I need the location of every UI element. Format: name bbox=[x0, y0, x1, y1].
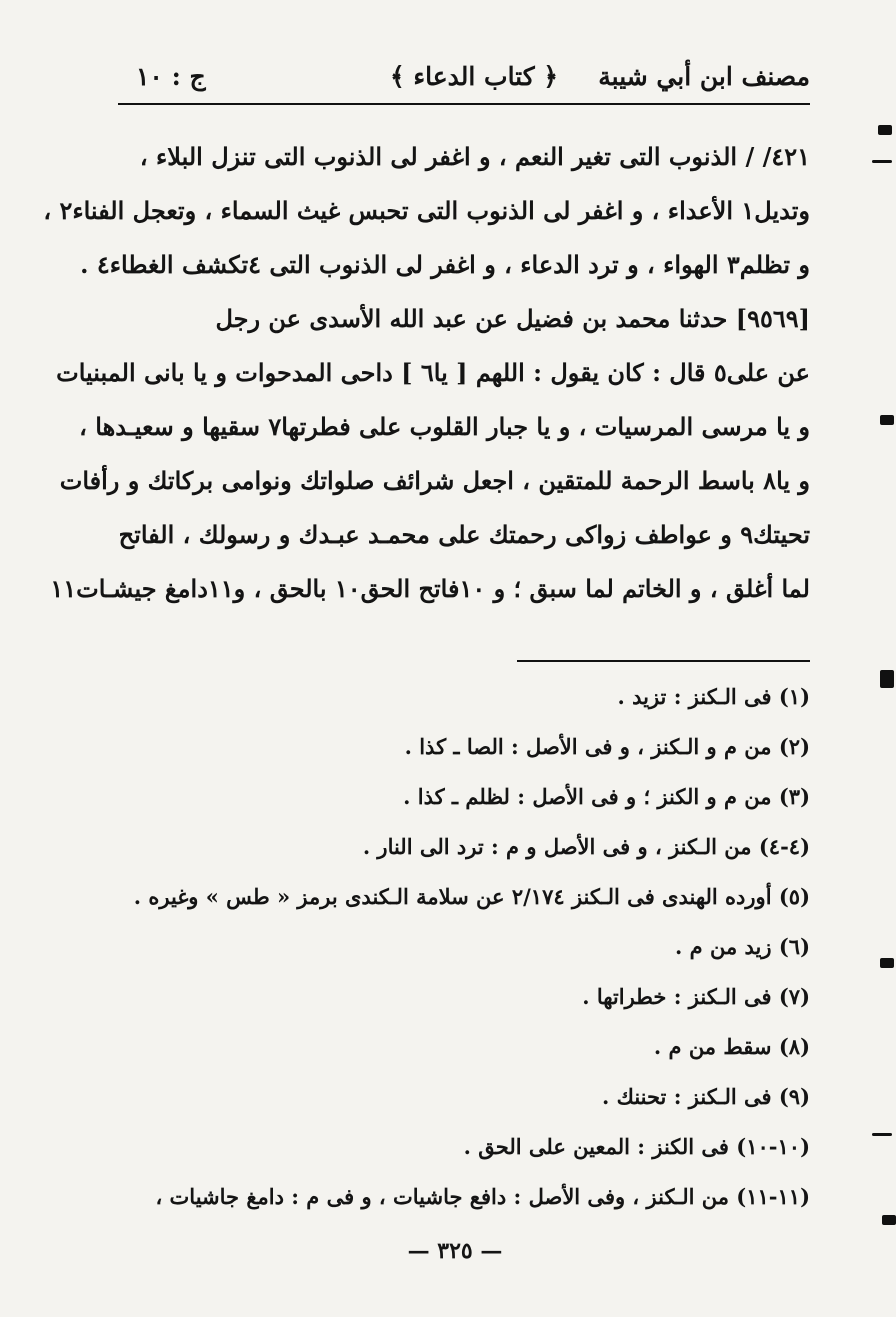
book-section-title: ﴿ كتاب الدعاء ﴾ bbox=[390, 62, 558, 91]
footnote: (١) فى الـكنز : تزيد . bbox=[617, 684, 810, 709]
footnote: (١١-١١) من الـكنز ، وفى الأصل : دافع جاشيات ، و فى م : دامغ جاشيات ، bbox=[155, 1184, 810, 1209]
footnote: (٧) فى الـكنز : خطراتها . bbox=[582, 984, 810, 1009]
page-number: — ٣٢٥ — bbox=[407, 1238, 503, 1264]
text-line: و يا٨ باسط الرحمة للمتقين ، اجعل شرائف صلواتك ونوامى بركاتك و رأفات bbox=[59, 466, 810, 495]
footnote: (٥) أورده الهندى فى الـكنز ٢/١٧٤ عن سلامة الـكندى برمز « طس » وغيره . bbox=[133, 884, 810, 909]
binding-mark bbox=[878, 125, 892, 135]
binding-mark bbox=[880, 958, 894, 968]
footnote: (٣) من م و الكنز ؛ و فى الأصل : لظلم ـ كذا . bbox=[403, 784, 810, 809]
footnote: (٩) فى الـكنز : تحننك . bbox=[602, 1084, 810, 1109]
binding-mark bbox=[880, 670, 894, 688]
volume-number: ج : ١٠ bbox=[136, 62, 206, 91]
text-line: تحيتك٩ و عواطف زواكى رحمتك على محمـد عبـدك و رسولك ، الفاتح bbox=[118, 520, 810, 549]
header-rule bbox=[118, 103, 810, 105]
footnote: (١٠-١٠) فى الكنز : المعين على الحق . bbox=[463, 1134, 810, 1159]
footnote: (٤-٤) من الـكنز ، و فى الأصل و م : ترد الى النار . bbox=[362, 834, 810, 859]
text-line: وتديل١ الأعداء ، و اغفر لى الذنوب التى تحبس غيث السماء ، وتعجل الفناء٢ ، bbox=[43, 196, 810, 225]
running-header bbox=[118, 56, 810, 104]
text-line: عن على٥ قال : كان يقول : اللهم [ يا٦ ] داحى المدحوات و يا بانى المبنيات bbox=[56, 358, 810, 387]
work-title: مصنف ابن أبي شيبة bbox=[598, 62, 810, 91]
footnotes-block bbox=[120, 672, 810, 1222]
text-line: لما أغلق ، و الخاتم لما سبق ؛ و ١٠فاتح الحق١٠ بالحق ، و١١دامغ جيشـات١١ bbox=[50, 574, 810, 603]
footnote: (٢) من م و الـكنز ، و فى الأصل : الصا ـ كذا . bbox=[404, 734, 810, 759]
text-line: و تظلم٣ الهواء ، و ترد الدعاء ، و اغفر لى الذنوب التى ٤تكشف الغطاء٤ . bbox=[80, 250, 810, 279]
footnote: (٨) سقط من م . bbox=[653, 1034, 810, 1059]
binding-mark bbox=[872, 1133, 892, 1136]
footnote: (٦) زيد من م . bbox=[675, 934, 810, 959]
text-line: و يا مرسى المرسيات ، و يا جبار القلوب على فطرتها٧ سقيها و سعيـدها ، bbox=[79, 412, 810, 441]
text-line: ٤٢١/ / الذنوب التى تغير النعم ، و اغفر لى الذنوب التى تنزل البلاء ، bbox=[139, 142, 810, 171]
text-line: [٩٥٦٩] حدثنا محمد بن فضيل عن عبد الله الأسدى عن رجل bbox=[215, 304, 810, 333]
footnote-separator bbox=[517, 660, 810, 662]
binding-mark bbox=[872, 160, 892, 163]
binding-mark bbox=[882, 1215, 896, 1225]
main-text-block bbox=[43, 130, 810, 616]
binding-mark bbox=[880, 415, 894, 425]
